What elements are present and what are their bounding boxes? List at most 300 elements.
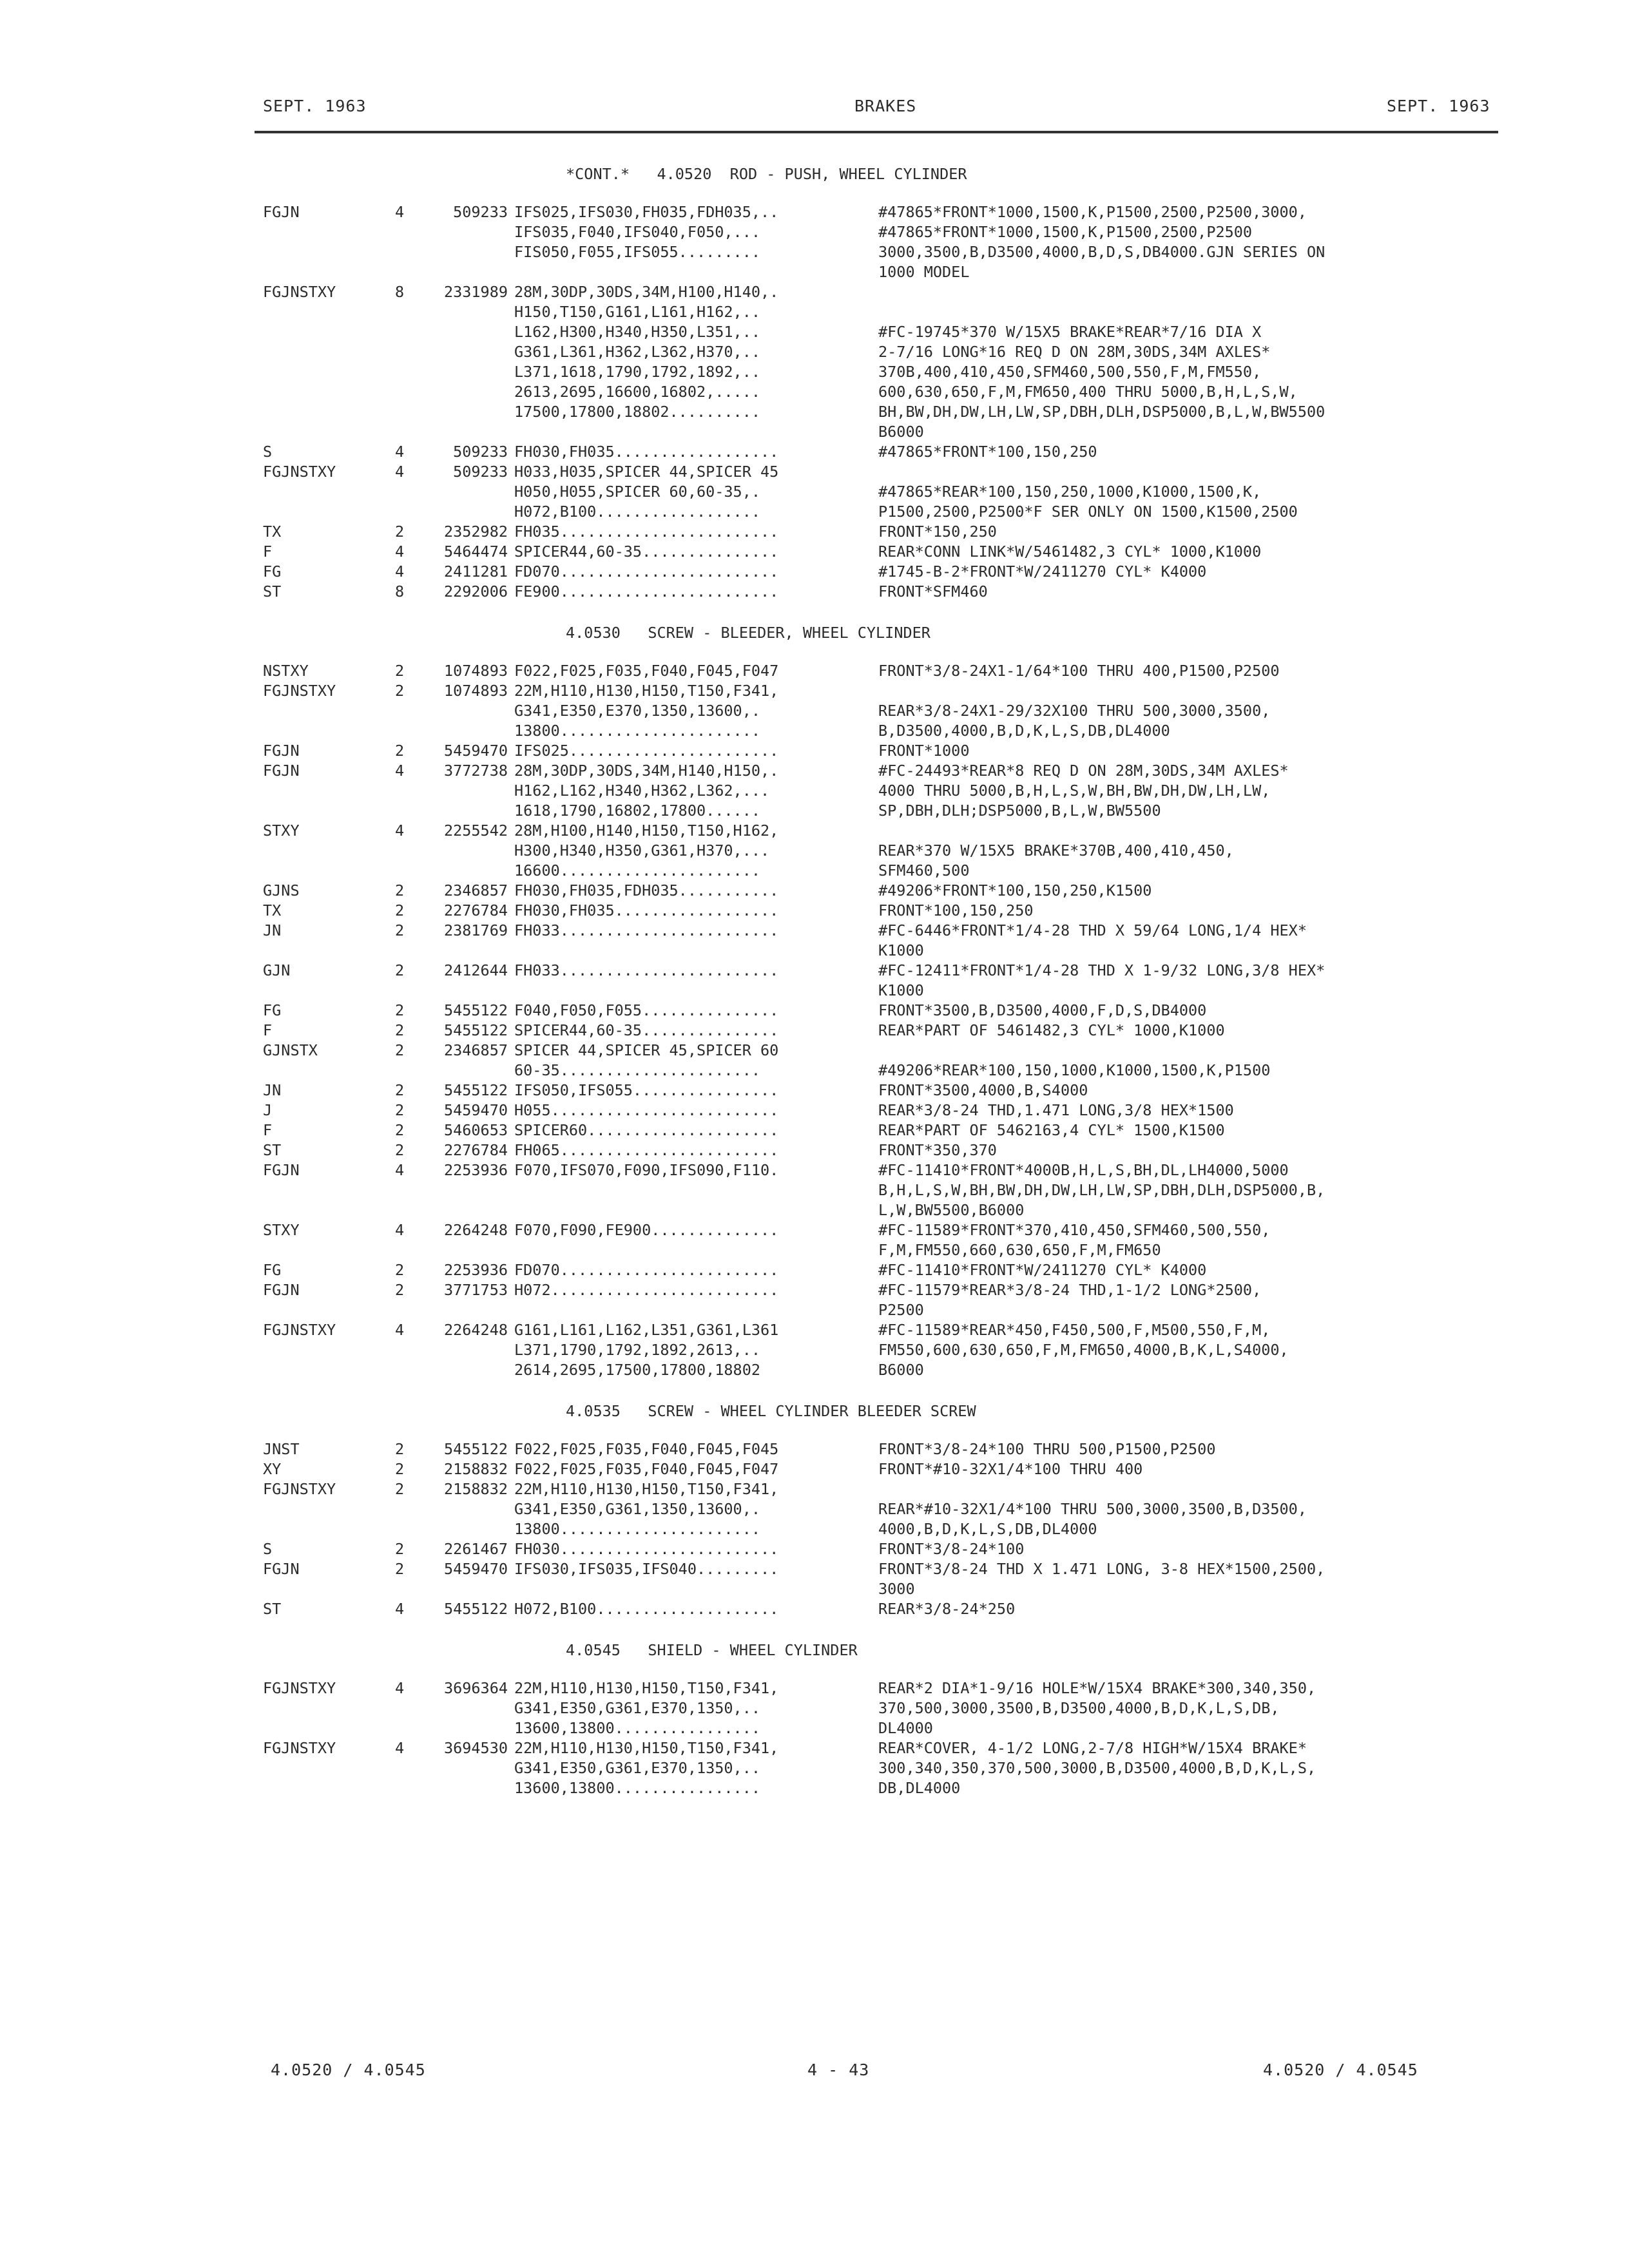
- model-codes: FGJN: [263, 1560, 300, 1578]
- description: K1000: [878, 981, 924, 999]
- quantity: [395, 402, 411, 422]
- description: FRONT*3/8-24*100 THRU 500,P1500,P2500: [878, 1440, 1216, 1458]
- quantity: [395, 1499, 411, 1519]
- description: L,W,BW5500,B6000: [878, 1201, 1025, 1219]
- part-entry: [263, 881, 1500, 901]
- quantity: 2: [395, 742, 405, 760]
- entry-line: [263, 262, 1500, 282]
- quantity: 4: [395, 762, 405, 780]
- quantity: 4: [395, 1739, 405, 1757]
- application: G341,E350,G361,1350,13600,.: [514, 1500, 761, 1518]
- entry-line: [263, 302, 1500, 322]
- entry-line: [263, 282, 1500, 302]
- application: H072,B100..................: [514, 503, 761, 521]
- application: H072,B100....................: [514, 1600, 779, 1618]
- application: 16600......................: [514, 861, 761, 879]
- entry-line: [263, 1758, 1500, 1778]
- quantity: 2: [395, 1261, 405, 1279]
- quantity: 4: [395, 443, 405, 461]
- application: 22M,H110,H130,H150,T150,F341,: [514, 1679, 779, 1697]
- quantity: [395, 1240, 411, 1260]
- model-codes: GJNSTX: [263, 1041, 318, 1059]
- entry-line: [263, 661, 1500, 681]
- description: #FC-11589*FRONT*370,410,450,SFM460,500,550,: [878, 1221, 1271, 1239]
- model-codes: [263, 362, 395, 382]
- description: #FC-24493*REAR*8 REQ D ON 28M,30DS,34M AXLES*: [878, 762, 1289, 780]
- part-number: [411, 941, 514, 961]
- quantity: [395, 701, 411, 721]
- model-codes: JNST: [263, 1440, 300, 1458]
- model-codes: [263, 262, 395, 282]
- quantity: [395, 721, 411, 741]
- model-codes: F: [263, 1121, 273, 1139]
- description: 1000 MODEL: [878, 263, 970, 281]
- model-codes: STXY: [263, 822, 300, 840]
- quantity: 2: [395, 1041, 405, 1059]
- part-entry: [263, 1738, 1500, 1798]
- application: G341,E350,E370,1350,13600,.: [514, 702, 761, 720]
- entry-line: [263, 1499, 1500, 1519]
- description: SP,DBH,DLH;DSP5000,B,L,W,BW5500: [878, 802, 1161, 820]
- part-number: [411, 302, 514, 322]
- description: REAR*2 DIA*1-9/16 HOLE*W/15X4 BRAKE*300,340,350,: [878, 1679, 1316, 1697]
- entry-line: [263, 402, 1500, 422]
- part-entry: [263, 462, 1500, 522]
- part-number: [411, 1499, 514, 1519]
- description: REAR*3/8-24 THD,1.471 LONG,3/8 HEX*1500: [878, 1101, 1234, 1119]
- part-number: [411, 1300, 514, 1320]
- model-codes: [263, 1778, 395, 1798]
- entry-line: [263, 1280, 1500, 1300]
- description: #49206*REAR*100,150,1000,K1000,1500,K,P1500: [878, 1061, 1271, 1079]
- model-codes: STXY: [263, 1221, 300, 1239]
- part-entry: [263, 1260, 1500, 1280]
- part-entry: [263, 1439, 1500, 1459]
- part-entry: [263, 961, 1500, 1001]
- quantity: [395, 1579, 411, 1599]
- application: 13800......................: [514, 1520, 761, 1538]
- model-codes: [263, 1200, 395, 1220]
- application: 28M,H100,H140,H150,T150,H162,: [514, 822, 779, 840]
- part-number: 3772738: [443, 762, 508, 780]
- description: REAR*370 W/15X5 BRAKE*370B,400,410,450,: [878, 841, 1234, 860]
- entry-line: [263, 382, 1500, 402]
- entry-line: [263, 1300, 1500, 1320]
- section-title: 4.0530 SCREW - BLEEDER, WHEEL CYLINDER: [566, 624, 930, 642]
- description: #FC-6446*FRONT*1/4-28 THD X 59/64 LONG,1/4 HEX*: [878, 921, 1307, 939]
- description: #1745-B-2*FRONT*W/2411270 CYL* K4000: [878, 562, 1207, 581]
- model-codes: [263, 382, 395, 402]
- part-number: 2381769: [443, 921, 508, 939]
- quantity: 2: [395, 1480, 405, 1498]
- description: FRONT*1000: [878, 742, 970, 760]
- entry-line: [263, 1479, 1500, 1499]
- entry-line: [263, 522, 1500, 542]
- application: 1618,1790,16802,17800......: [514, 802, 761, 820]
- section-title: 4.0535 SCREW - WHEEL CYLINDER BLEEDER SCREW: [566, 1402, 976, 1420]
- entry-line: [263, 582, 1500, 602]
- model-codes: S: [263, 443, 273, 461]
- part-number: 5455122: [443, 1081, 508, 1099]
- description: FM550,600,630,650,F,M,FM650,4000,B,K,L,S4000,: [878, 1341, 1289, 1359]
- application: FD070........................: [514, 562, 779, 581]
- part-number: [411, 382, 514, 402]
- part-number: [411, 1240, 514, 1260]
- description: #49206*FRONT*100,150,250,K1500: [878, 881, 1152, 899]
- quantity: [395, 242, 411, 262]
- entry-line: [263, 342, 1500, 362]
- quantity: [395, 841, 411, 861]
- entry-line: [263, 981, 1500, 1001]
- model-codes: [263, 841, 395, 861]
- model-codes: [263, 502, 395, 522]
- description: 4000,B,D,K,L,S,DB,DL4000: [878, 1520, 1097, 1538]
- entry-line: [263, 1061, 1500, 1081]
- quantity: 4: [395, 463, 405, 481]
- part-number: [411, 801, 514, 821]
- entry-line: [263, 901, 1500, 921]
- model-codes: [263, 1180, 395, 1200]
- quantity: [395, 861, 411, 881]
- part-number: 1074893: [443, 662, 508, 680]
- entry-line: [263, 1360, 1500, 1380]
- header-date-left: SEPT. 1963: [263, 97, 367, 115]
- application: G361,L361,H362,L362,H370,..: [514, 343, 761, 361]
- quantity: [395, 1180, 411, 1200]
- entry-line: [263, 1100, 1500, 1120]
- part-entry: [263, 901, 1500, 921]
- model-codes: FG: [263, 1261, 282, 1279]
- application: FH030,FH035,FDH035...........: [514, 881, 779, 899]
- entry-line: [263, 222, 1500, 242]
- quantity: 2: [395, 1540, 405, 1558]
- application: FH065........................: [514, 1141, 779, 1159]
- part-number: 2158832: [443, 1460, 508, 1478]
- part-number: 2331989: [443, 283, 508, 301]
- description: REAR*COVER, 4-1/2 LONG,2-7/8 HIGH*W/15X4 BRAKE*: [878, 1739, 1307, 1757]
- application: H072.........................: [514, 1281, 779, 1299]
- entry-line: [263, 1160, 1500, 1180]
- part-entry: [263, 1559, 1500, 1599]
- model-codes: [263, 402, 395, 422]
- model-codes: [263, 1340, 395, 1360]
- part-entry: [263, 1479, 1500, 1539]
- quantity: [395, 502, 411, 522]
- description: FRONT*350,370: [878, 1141, 997, 1159]
- quantity: [395, 1360, 411, 1380]
- entry-line: [263, 1340, 1500, 1360]
- part-entry: [263, 1599, 1500, 1619]
- part-number: [411, 262, 514, 282]
- part-entry: [263, 741, 1500, 761]
- description: #47865*FRONT*1000,1500,K,P1500,2500,P2500,3000,: [878, 203, 1307, 221]
- part-number: 2346857: [443, 881, 508, 899]
- description: FRONT*3/8-24 THD X 1.471 LONG, 3-8 HEX*1500,2500,: [878, 1560, 1325, 1578]
- application: 13600,13800................: [514, 1779, 761, 1797]
- application: 28M,30DP,30DS,34M,H140,H150,.: [514, 762, 779, 780]
- part-number: 5460653: [443, 1121, 508, 1139]
- part-number: 2261467: [443, 1540, 508, 1558]
- model-codes: [263, 1519, 395, 1539]
- application: H150,T150,G161,L161,H162,..: [514, 303, 761, 321]
- quantity: 2: [395, 523, 405, 541]
- part-entry: [263, 1041, 1500, 1081]
- model-codes: FG: [263, 1001, 282, 1019]
- part-entry: [263, 1100, 1500, 1120]
- entry-line: [263, 761, 1500, 781]
- description: #FC-11410*FRONT*W/2411270 CYL* K4000: [878, 1261, 1207, 1279]
- quantity: 2: [395, 1081, 405, 1099]
- part-number: 2346857: [443, 1041, 508, 1059]
- quantity: 4: [395, 822, 405, 840]
- part-entry: [263, 821, 1500, 881]
- quantity: [395, 422, 411, 442]
- model-codes: [263, 222, 395, 242]
- description: 2-7/16 LONG*16 REQ D ON 28M,30DS,34M AXLES*: [878, 343, 1271, 361]
- part-number: 3771753: [443, 1281, 508, 1299]
- part-entry: [263, 562, 1500, 582]
- model-codes: [263, 1718, 395, 1738]
- part-number: [411, 981, 514, 1001]
- entry-line: [263, 741, 1500, 761]
- description: B6000: [878, 1361, 924, 1379]
- footer-range-right: 4.0520 / 4.0545: [1263, 2061, 1418, 2079]
- application: FIS050,F055,IFS055.........: [514, 243, 761, 261]
- model-codes: [263, 1300, 395, 1320]
- model-codes: FGJNSTXY: [263, 1739, 336, 1757]
- quantity: 2: [395, 921, 405, 939]
- entry-line: [263, 701, 1500, 721]
- quantity: [395, 1698, 411, 1718]
- part-entry: [263, 761, 1500, 821]
- part-number: 2158832: [443, 1480, 508, 1498]
- part-number: [411, 222, 514, 242]
- description: F,M,FM550,660,630,650,F,M,FM650: [878, 1241, 1161, 1259]
- quantity: 2: [395, 1460, 405, 1478]
- entry-line: [263, 801, 1500, 821]
- part-number: 2276784: [443, 1141, 508, 1159]
- description: K1000: [878, 941, 924, 959]
- quantity: [395, 482, 411, 502]
- part-number: 2352982: [443, 523, 508, 541]
- description: #FC-11579*REAR*3/8-24 THD,1-1/2 LONG*2500,: [878, 1281, 1262, 1299]
- model-codes: FGJN: [263, 203, 300, 221]
- header-title: BRAKES: [854, 97, 917, 115]
- part-entry: [263, 681, 1500, 741]
- description: [878, 681, 1500, 701]
- description: #FC-11589*REAR*450,F450,500,F,M500,550,F,M,: [878, 1321, 1271, 1339]
- quantity: [395, 1718, 411, 1738]
- entry-line: [263, 1738, 1500, 1758]
- model-codes: [263, 1360, 395, 1380]
- model-codes: [263, 302, 395, 322]
- application: H050,H055,SPICER 60,60-35,.: [514, 483, 761, 501]
- model-codes: [263, 1061, 395, 1081]
- part-entry: [263, 1081, 1500, 1100]
- application: FH030,FH035..................: [514, 443, 779, 461]
- application: FH033........................: [514, 961, 779, 979]
- model-codes: FGJNSTXY: [263, 1679, 336, 1697]
- quantity: [395, 302, 411, 322]
- model-codes: [263, 981, 395, 1001]
- part-number: 509233: [453, 203, 508, 221]
- description: [878, 462, 1500, 482]
- entry-line: [263, 1579, 1500, 1599]
- description: REAR*PART OF 5462163,4 CYL* 1500,K1500: [878, 1121, 1225, 1139]
- part-entry: [263, 1280, 1500, 1320]
- part-entry: [263, 522, 1500, 542]
- quantity: 4: [395, 1600, 405, 1618]
- entry-line: [263, 1140, 1500, 1160]
- part-entry: [263, 661, 1500, 681]
- model-codes: F: [263, 543, 273, 561]
- part-number: 3694530: [443, 1739, 508, 1757]
- description: REAR*#10-32X1/4*100 THRU 500,3000,3500,B,D3500,: [878, 1500, 1307, 1518]
- part-number: [411, 861, 514, 881]
- part-number: 5459470: [443, 1560, 508, 1578]
- part-number: [411, 242, 514, 262]
- quantity: 2: [395, 1101, 405, 1119]
- part-number: 5455122: [443, 1600, 508, 1618]
- application: FH030,FH035..................: [514, 901, 779, 919]
- model-codes: S: [263, 1540, 273, 1558]
- quantity: 2: [395, 961, 405, 979]
- entry-line: [263, 881, 1500, 901]
- quantity: [395, 1061, 411, 1081]
- part-number: [411, 362, 514, 382]
- parts-listing: [263, 160, 1500, 1798]
- quantity: [395, 342, 411, 362]
- model-codes: XY: [263, 1460, 282, 1478]
- part-number: 2411281: [443, 562, 508, 581]
- description: B,H,L,S,W,BH,BW,DH,DW,LH,LW,SP,DBH,DLH,DSP5000,B,: [878, 1181, 1325, 1199]
- part-number: 5455122: [443, 1001, 508, 1019]
- application: F022,F025,F035,F040,F045,F047: [514, 662, 779, 680]
- part-number: [411, 1698, 514, 1718]
- entry-line: [263, 202, 1500, 222]
- application: IFS035,F040,IFS040,F050,...: [514, 223, 761, 241]
- description: REAR*PART OF 5461482,3 CYL* 1000,K1000: [878, 1021, 1225, 1039]
- description: #47865*FRONT*100,150,250: [878, 443, 1097, 461]
- application: FD070........................: [514, 1261, 779, 1279]
- part-number: [411, 1340, 514, 1360]
- description: FRONT*100,150,250: [878, 901, 1034, 919]
- application: FH033........................: [514, 921, 779, 939]
- part-entry: [263, 1220, 1500, 1260]
- model-codes: NSTXY: [263, 662, 309, 680]
- description: #47865*FRONT*1000,1500,K,P1500,2500,P2500: [878, 223, 1253, 241]
- application: 17500,17800,18802..........: [514, 403, 761, 421]
- model-codes: [263, 721, 395, 741]
- part-entry: [263, 1678, 1500, 1738]
- part-number: 509233: [453, 443, 508, 461]
- application: IFS030,IFS035,IFS040.........: [514, 1560, 779, 1578]
- description: 600,630,650,F,M,FM650,400 THRU 5000,B,H,L,S,W,: [878, 383, 1298, 401]
- model-codes: TX: [263, 523, 282, 541]
- entry-line: [263, 961, 1500, 981]
- part-number: [411, 721, 514, 741]
- entry-line: [263, 1519, 1500, 1539]
- part-number: [411, 1579, 514, 1599]
- part-number: 5459470: [443, 1101, 508, 1119]
- model-codes: GJN: [263, 961, 291, 979]
- entry-line: [263, 1778, 1500, 1798]
- entry-line: [263, 242, 1500, 262]
- application: SPICER 44,SPICER 45,SPICER 60: [514, 1041, 779, 1059]
- entry-line: [263, 1021, 1500, 1041]
- part-number: [411, 322, 514, 342]
- model-codes: [263, 701, 395, 721]
- quantity: 2: [395, 1141, 405, 1159]
- quantity: [395, 1519, 411, 1539]
- part-number: [411, 781, 514, 801]
- description: #FC-12411*FRONT*1/4-28 THD X 1-9/32 LONG,3/8 HEX*: [878, 961, 1325, 979]
- application: F070,IFS070,F090,IFS090,F110.: [514, 1161, 779, 1179]
- part-entry: [263, 542, 1500, 562]
- application: IFS025,IFS030,FH035,FDH035,..: [514, 203, 779, 221]
- entry-line: [263, 1200, 1500, 1220]
- entry-line: [263, 1180, 1500, 1200]
- quantity: 2: [395, 901, 405, 919]
- header-rule: [255, 131, 1498, 133]
- quantity: 4: [395, 1679, 405, 1697]
- entry-line: [263, 1559, 1500, 1579]
- entry-line: [263, 1718, 1500, 1738]
- quantity: 2: [395, 662, 405, 680]
- description: [878, 302, 1500, 322]
- application: FH035........................: [514, 523, 779, 541]
- quantity: 2: [395, 1560, 405, 1578]
- description: FRONT*150,250: [878, 523, 997, 541]
- entry-line: [263, 1678, 1500, 1698]
- part-entry: [263, 1140, 1500, 1160]
- model-codes: F: [263, 1021, 273, 1039]
- part-number: 2255542: [443, 822, 508, 840]
- description: 4000 THRU 5000,B,H,L,S,W,BH,BW,DH,DW,LH,LW,: [878, 782, 1271, 800]
- description: 300,340,350,370,500,3000,B,D3500,4000,B,D,K,L,S,: [878, 1759, 1316, 1777]
- part-number: 5464474: [443, 543, 508, 561]
- description: SFM460,500: [878, 861, 970, 879]
- description: BH,BW,DH,DW,LH,LW,SP,DBH,DLH,DSP5000,B,L,W,BW5500: [878, 403, 1325, 421]
- quantity: [395, 1778, 411, 1798]
- description: 370,500,3000,3500,B,D3500,4000,B,D,K,L,S,DB,: [878, 1699, 1280, 1717]
- entry-line: [263, 322, 1500, 342]
- description: #47865*REAR*100,150,250,1000,K1000,1500,K,: [878, 483, 1262, 501]
- application: FE900........................: [514, 582, 779, 601]
- quantity: [395, 1300, 411, 1320]
- part-number: 3696364: [443, 1679, 508, 1697]
- application: H162,L162,H340,H362,L362,...: [514, 782, 770, 800]
- part-entry: [263, 282, 1500, 442]
- model-codes: [263, 242, 395, 262]
- entry-line: [263, 562, 1500, 582]
- part-number: [411, 1758, 514, 1778]
- part-number: 5455122: [443, 1440, 508, 1458]
- model-codes: [263, 1499, 395, 1519]
- application: H055.........................: [514, 1101, 779, 1119]
- section-title: 4.0545 SHIELD - WHEEL CYLINDER: [566, 1641, 858, 1659]
- quantity: 8: [395, 582, 405, 601]
- quantity: 4: [395, 203, 405, 221]
- application: G341,E350,G361,E370,1350,..: [514, 1759, 761, 1777]
- model-codes: JN: [263, 921, 282, 939]
- part-number: [411, 841, 514, 861]
- part-number: 2276784: [443, 901, 508, 919]
- entry-line: [263, 1459, 1500, 1479]
- quantity: 2: [395, 1021, 405, 1039]
- application: IFS050,IFS055................: [514, 1081, 779, 1099]
- description: REAR*3/8-24*250: [878, 1600, 1016, 1618]
